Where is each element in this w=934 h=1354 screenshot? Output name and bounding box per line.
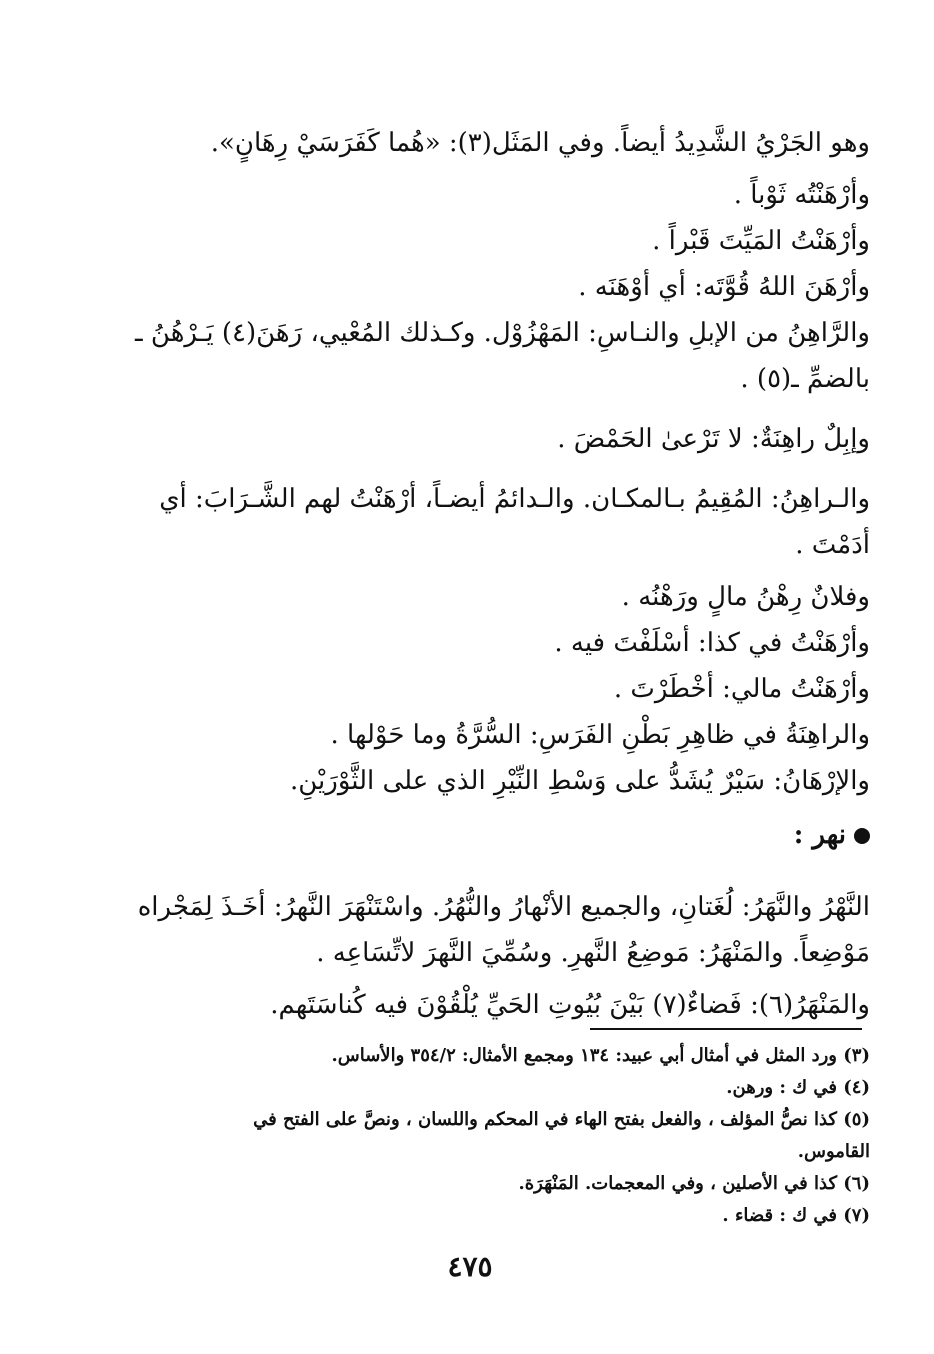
paragraph-13: النَّهْرُ والنَّهَرُ: لُغَتانِ، والجميع الأنْهارُ والنُّهُرُ. واسْتَنْهَرَ النَّهرُ: أخَـذَ لِمَجْراه مَوْضِعاً. والمَنْهَرُ: مَوضِعُ النَّهرِ. وسُمِّيَ النَّهرَ لاتِّسَاعِه . bbox=[137, 892, 870, 968]
paragraph-9: وأرْهَنْتُ في كذا: أسْلَفْتَ فيه . bbox=[554, 628, 870, 658]
footnote-5: (٥) كذا نصُّ المؤلف ، والفعل بفتح الهاء في المحكم واللسان ، ونصَّ على الفتح في القاموس. bbox=[253, 1109, 870, 1162]
paragraph-1: وهو الجَرْيُ الشَّدِيدُ أيضاً. وفي المَثَل(٣): «هُما كَفَرَسَيْ رِهَانٍ». bbox=[210, 128, 870, 158]
footnote-3: (٣) ورد المثل في أمثال أبي عبيد: ١٣٤ ومجمع الأمثال: ٣٥٤/٢ والأساس. bbox=[331, 1045, 870, 1066]
bullet-icon bbox=[854, 828, 870, 844]
footnote-6: (٦) كذا في الأصلين ، وفي المعجمات. المَنْهَرَة. bbox=[518, 1173, 870, 1194]
footnote-7: (٧) في ك : قضاء . bbox=[722, 1205, 870, 1226]
page-number: ٤٧٥ bbox=[447, 1250, 493, 1283]
paragraph-4: وأرْهَنَ اللهُ قُوَّتَه: أي أوْهَنَه . bbox=[578, 272, 870, 302]
paragraph-2: وأرْهَنْتُه ثَوْباً . bbox=[733, 180, 870, 210]
paragraph-14: والمَنْهَرُ(٦): فَضاءٌ(٧) بَيْنَ بُيُوتِ الحَيِّ يُلْقُوْنَ فيه كُناسَتَهم. bbox=[270, 990, 870, 1020]
footnote-divider bbox=[590, 1028, 862, 1030]
footnote-4: (٤) في ك : ورهن. bbox=[726, 1077, 870, 1098]
footnotes bbox=[180, 1040, 870, 1232]
paragraph-7: والـراهِنُ: المُقِيمُ بـالمكـان. والـدائمُ أيضـاً، أرْهَنْتُ لهم الشَّـرَابَ: أي أدَمْتَ . bbox=[159, 484, 870, 560]
paragraph-12: والإرْهَانُ: سَيْرٌ يُشَدُّ على وَسْطِ النِّيْرِ الذي على الثَّوْرَيْنِ. bbox=[289, 766, 870, 796]
paragraph-5: والرَّاهِنُ من الإبلِ والنـاسِ: المَهْزُوْل. وكـذلك المُعْيي، رَهَنَ(٤) يَـرْهُنُ ـ بالضمِّ ـ(٥) . bbox=[135, 318, 870, 394]
paragraph-3: وأرْهَنْتُ المَيِّتَ قَبْراً . bbox=[652, 226, 870, 256]
paragraph-6: وإبِلٌ راهِنَةٌ: لا تَرْعىٰ الحَمْضَ . bbox=[557, 424, 870, 454]
entry-heading-text: نهر : bbox=[793, 820, 846, 850]
entry-heading bbox=[130, 812, 870, 858]
paragraph-10: وأرْهَنْتُ مالي: أخْطَرْتَ . bbox=[613, 674, 870, 704]
paragraph-8: وفلانٌ رِهْنُ مالٍ ورَهْنُه . bbox=[621, 582, 870, 612]
paragraph-11: والراهِنَةُ في ظاهِرِ بَطْنِ الفَرَسِ: السُّرَّةُ وما حَوْلها . bbox=[330, 720, 870, 750]
main-text bbox=[130, 120, 870, 1028]
